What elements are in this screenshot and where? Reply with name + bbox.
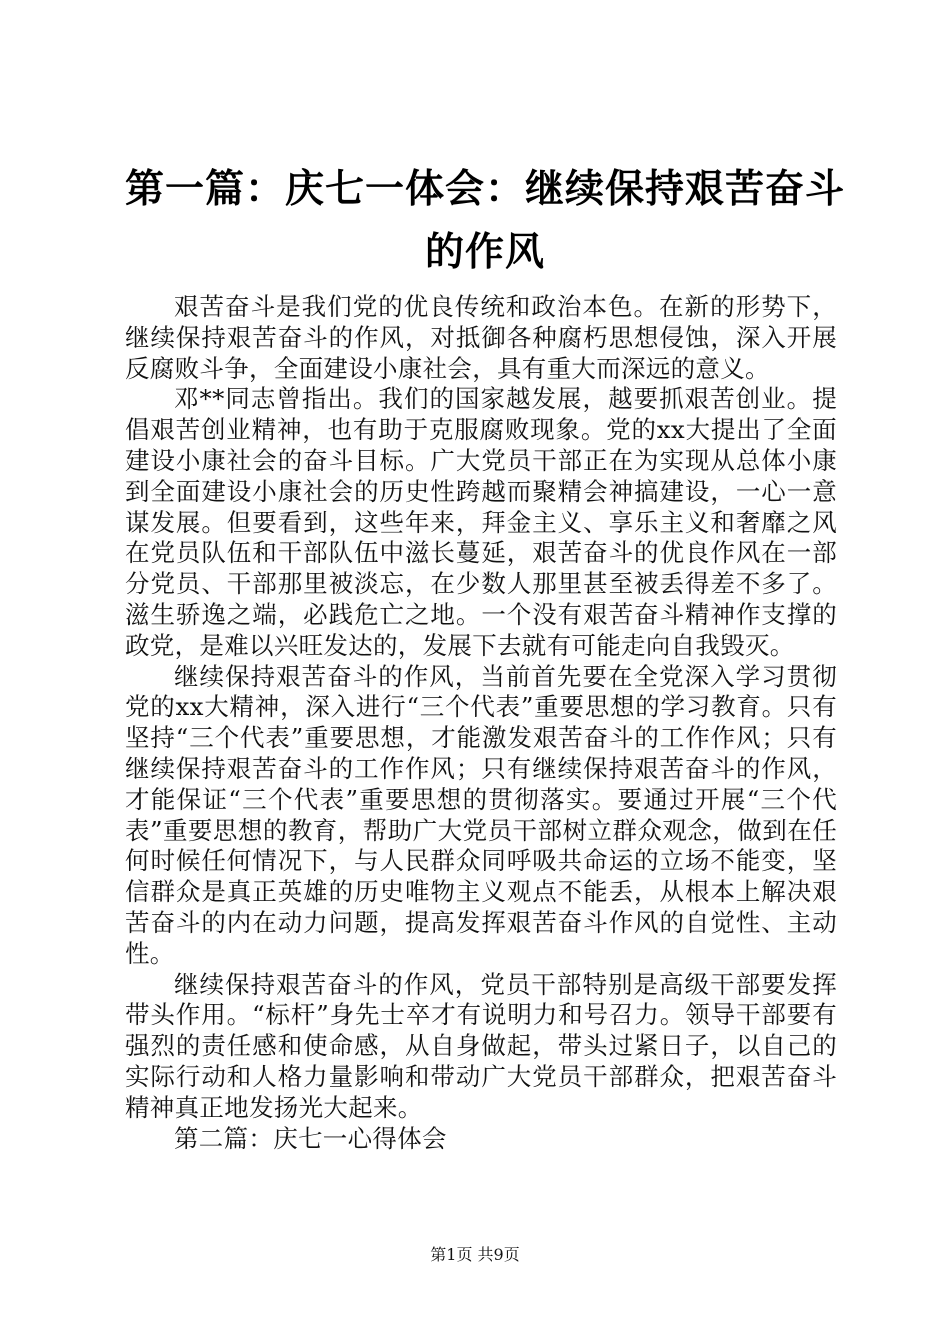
document-body	[125, 292, 837, 1154]
paragraph: 继续保持艰苦奋斗的作风，党员干部特别是高级干部要发挥带头作用。“标杆”身先士卒才有说明力和号召力。领导干部要有强烈的责任感和使命感，从自身做起，带头过紧日子，以自己的实际行动和人格力量影响和带动广大党员干部群众，把艰苦奋斗精神真正地发扬光大起来。	[125, 969, 837, 1122]
paragraph: 继续保持艰苦奋斗的作风，当前首先要在全党深入学习贯彻党的xx大精神，深入进行“三个代表”重要思想的学习教育。只有坚持“三个代表”重要思想，才能激发艰苦奋斗的工作作风；只有继续保持艰苦奋斗的工作作风；只有继续保持艰苦奋斗的作风，才能保证“三个代表”重要思想的贯彻落实。要通过开展“三个代表”重要思想的教育，帮助广大党员干部树立群众观念，做到在任何时候任何情况下，与人民群众同呼吸共命运的立场不能变，坚信群众是真正英雄的历史唯物主义观点不能丢，从根本上解决艰苦奋斗的内在动力问题，提高发挥艰苦奋斗作风的自觉性、主动性。	[125, 661, 837, 968]
page-footer: 第1页 共9页	[430, 1245, 520, 1264]
section-heading: 第二篇：庆七一心得体会	[174, 1123, 447, 1153]
paragraph: 艰苦奋斗是我们党的优良传统和政治本色。在新的形势下，继续保持艰苦奋斗的作风，对抵御各种腐朽思想侵蚀，深入开展反腐败斗争，全面建设小康社会，具有重大而深远的意义。	[125, 292, 837, 383]
document-title: 第一篇：庆七一体会：继续保持艰苦奋斗的作风	[124, 167, 845, 275]
paragraph: 邓**同志曾指出。我们的国家越发展，越要抓艰苦创业。提倡艰苦创业精神，也有助于克服腐败现象。党的xx大提出了全面建设小康社会的奋斗目标。广大党员干部正在为实现从总体小康到全面建设小康社会的历史性跨越而聚精会神搞建设，一心一意谋发展。但要看到，这些年来，拜金主义、享乐主义和奢靡之风在党员队伍和干部队伍中滋长蔓延，艰苦奋斗的优良作风在一部分党员、干部那里被淡忘，在少数人那里甚至被丢得差不多了。滋生骄逸之端，必践危亡之地。一个没有艰苦奋斗精神作支撑的政党，是难以兴旺发达的，发展下去就有可能走向自我毁灭。	[125, 384, 837, 660]
